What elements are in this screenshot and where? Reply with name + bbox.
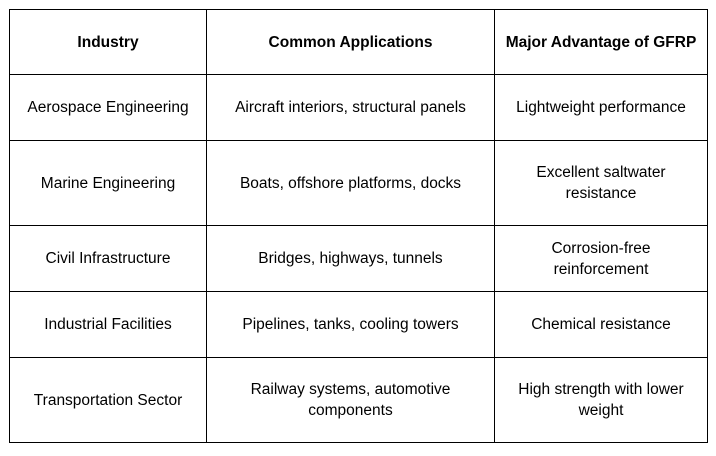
cell-advantage: Chemical resistance — [495, 292, 708, 358]
cell-industry: Civil Infrastructure — [10, 226, 207, 292]
cell-industry: Marine Engineering — [10, 141, 207, 226]
cell-applications: Bridges, highways, tunnels — [207, 226, 495, 292]
cell-advantage: Corrosion-free reinforcement — [495, 226, 708, 292]
table-row — [10, 358, 708, 443]
cell-advantage: Excellent saltwater resistance — [495, 141, 708, 226]
table-row — [10, 141, 708, 226]
header-industry: Industry — [10, 10, 207, 75]
cell-industry: Industrial Facilities — [10, 292, 207, 358]
cell-industry: Aerospace Engineering — [10, 75, 207, 141]
gfrp-applications-table-wrapper — [9, 9, 708, 443]
cell-applications: Boats, offshore platforms, docks — [207, 141, 495, 226]
table-row — [10, 226, 708, 292]
table-header-row — [10, 10, 708, 75]
cell-advantage: Lightweight performance — [495, 75, 708, 141]
header-common-applications: Common Applications — [207, 10, 495, 75]
header-major-advantage: Major Advantage of GFRP — [495, 10, 708, 75]
cell-applications: Railway systems, automotive components — [207, 358, 495, 443]
gfrp-applications-table — [9, 9, 708, 443]
cell-applications: Aircraft interiors, structural panels — [207, 75, 495, 141]
cell-advantage: High strength with lower weight — [495, 358, 708, 443]
table-row — [10, 292, 708, 358]
table-row — [10, 75, 708, 141]
cell-industry: Transportation Sector — [10, 358, 207, 443]
cell-applications: Pipelines, tanks, cooling towers — [207, 292, 495, 358]
